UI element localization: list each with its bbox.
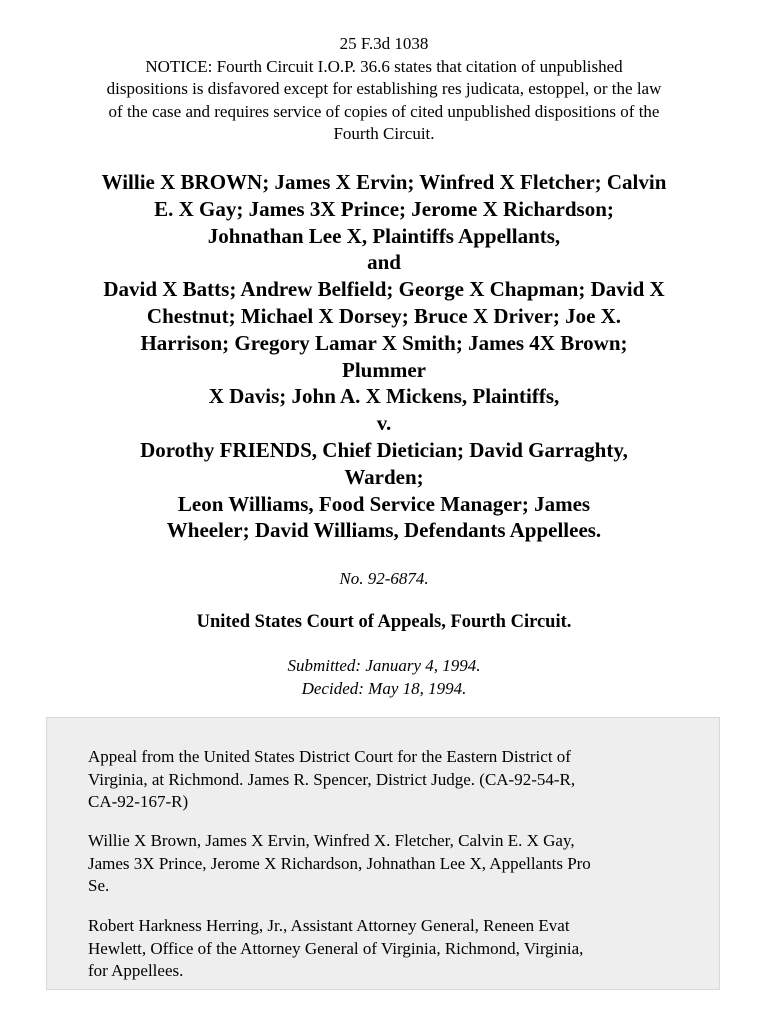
notice-line: of the case and requires service of copies of cited unpublished dispositions of the [108,101,660,121]
caption-line: Harrison; Gregory Lamar X Smith; James 4X Brown; [140,330,628,355]
paragraph-line: for Appellees. [88,961,184,980]
caption-line: Plummer [342,357,426,382]
caption-line: David X Batts; Andrew Belfield; George X Chapman; David X [103,277,665,302]
caption-line: v. [376,411,392,436]
paragraph-line: Appeal from the United States District Court for the Eastern District of [88,747,571,766]
caption-line: E. X Gay; James 3X Prince; Jerome X Richardson; [154,196,614,221]
paragraph-line: Virginia, at Richmond. James R. Spencer, District Judge. (CA-92-54-R, [88,769,576,789]
caption-line: and [367,250,401,275]
submitted-date: Submitted: January 4, 1994. [287,656,481,675]
caption-line: Willie X BROWN; James X Ervin; Winfred X Fletcher; Calvin [101,170,667,194]
case-citation: 25 F.3d 1038 [339,34,429,53]
caption-line: Dorothy FRIENDS, Chief Dietician; David Garraghty, [140,437,628,462]
case-caption [20,169,748,544]
paragraph-line: Robert Harkness Herring, Jr., Assistant Attorney General, Reneen Evat [88,916,570,935]
caption-line: Wheeler; David Williams, Defendants Appellees. [166,518,602,543]
paragraph-line: CA-92-167-R) [88,792,189,811]
caption-line: Chestnut; Michael X Dorsey; Bruce X Driver; Joe X. [146,303,622,328]
appellees-paragraph [88,915,698,983]
notice-line: NOTICE: Fourth Circuit I.O.P. 36.6 states that citation of unpublished [145,56,623,76]
counsel-panel [46,717,720,990]
decided-date: Decided: May 18, 1994. [301,678,467,698]
caption-line: Leon Williams, Food Service Manager; James [177,491,591,516]
case-dates [0,655,768,700]
caption-line: Johnathan Lee X, Plaintiffs Appellants, [207,223,561,248]
appeal-paragraph [88,746,698,814]
paragraph-line: Hewlett, Office of the Attorney General of Virginia, Richmond, Virginia, [88,938,584,958]
paragraph-line: Willie X Brown, James X Ervin, Winfred X. Fletcher, Calvin E. X Gay, [88,831,575,850]
notice-line: dispositions is disfavored except for establishing res judicata, estoppel, or the law [106,79,662,98]
appellants-paragraph [88,830,698,898]
caption-line: X Davis; John A. X Mickens, Plaintiffs, [208,384,560,409]
document-header [40,33,728,146]
docket-number: No. 92-6874. [339,569,429,588]
paragraph-line: James 3X Prince, Jerome X Richardson, Johnathan Lee X, Appellants Pro [88,853,591,873]
court-name: United States Court of Appeals, Fourth Circuit. [196,612,572,632]
notice-line: Fourth Circuit. [333,124,435,143]
paragraph-line: Se. [88,876,110,895]
caption-line: Warden; [344,464,424,489]
